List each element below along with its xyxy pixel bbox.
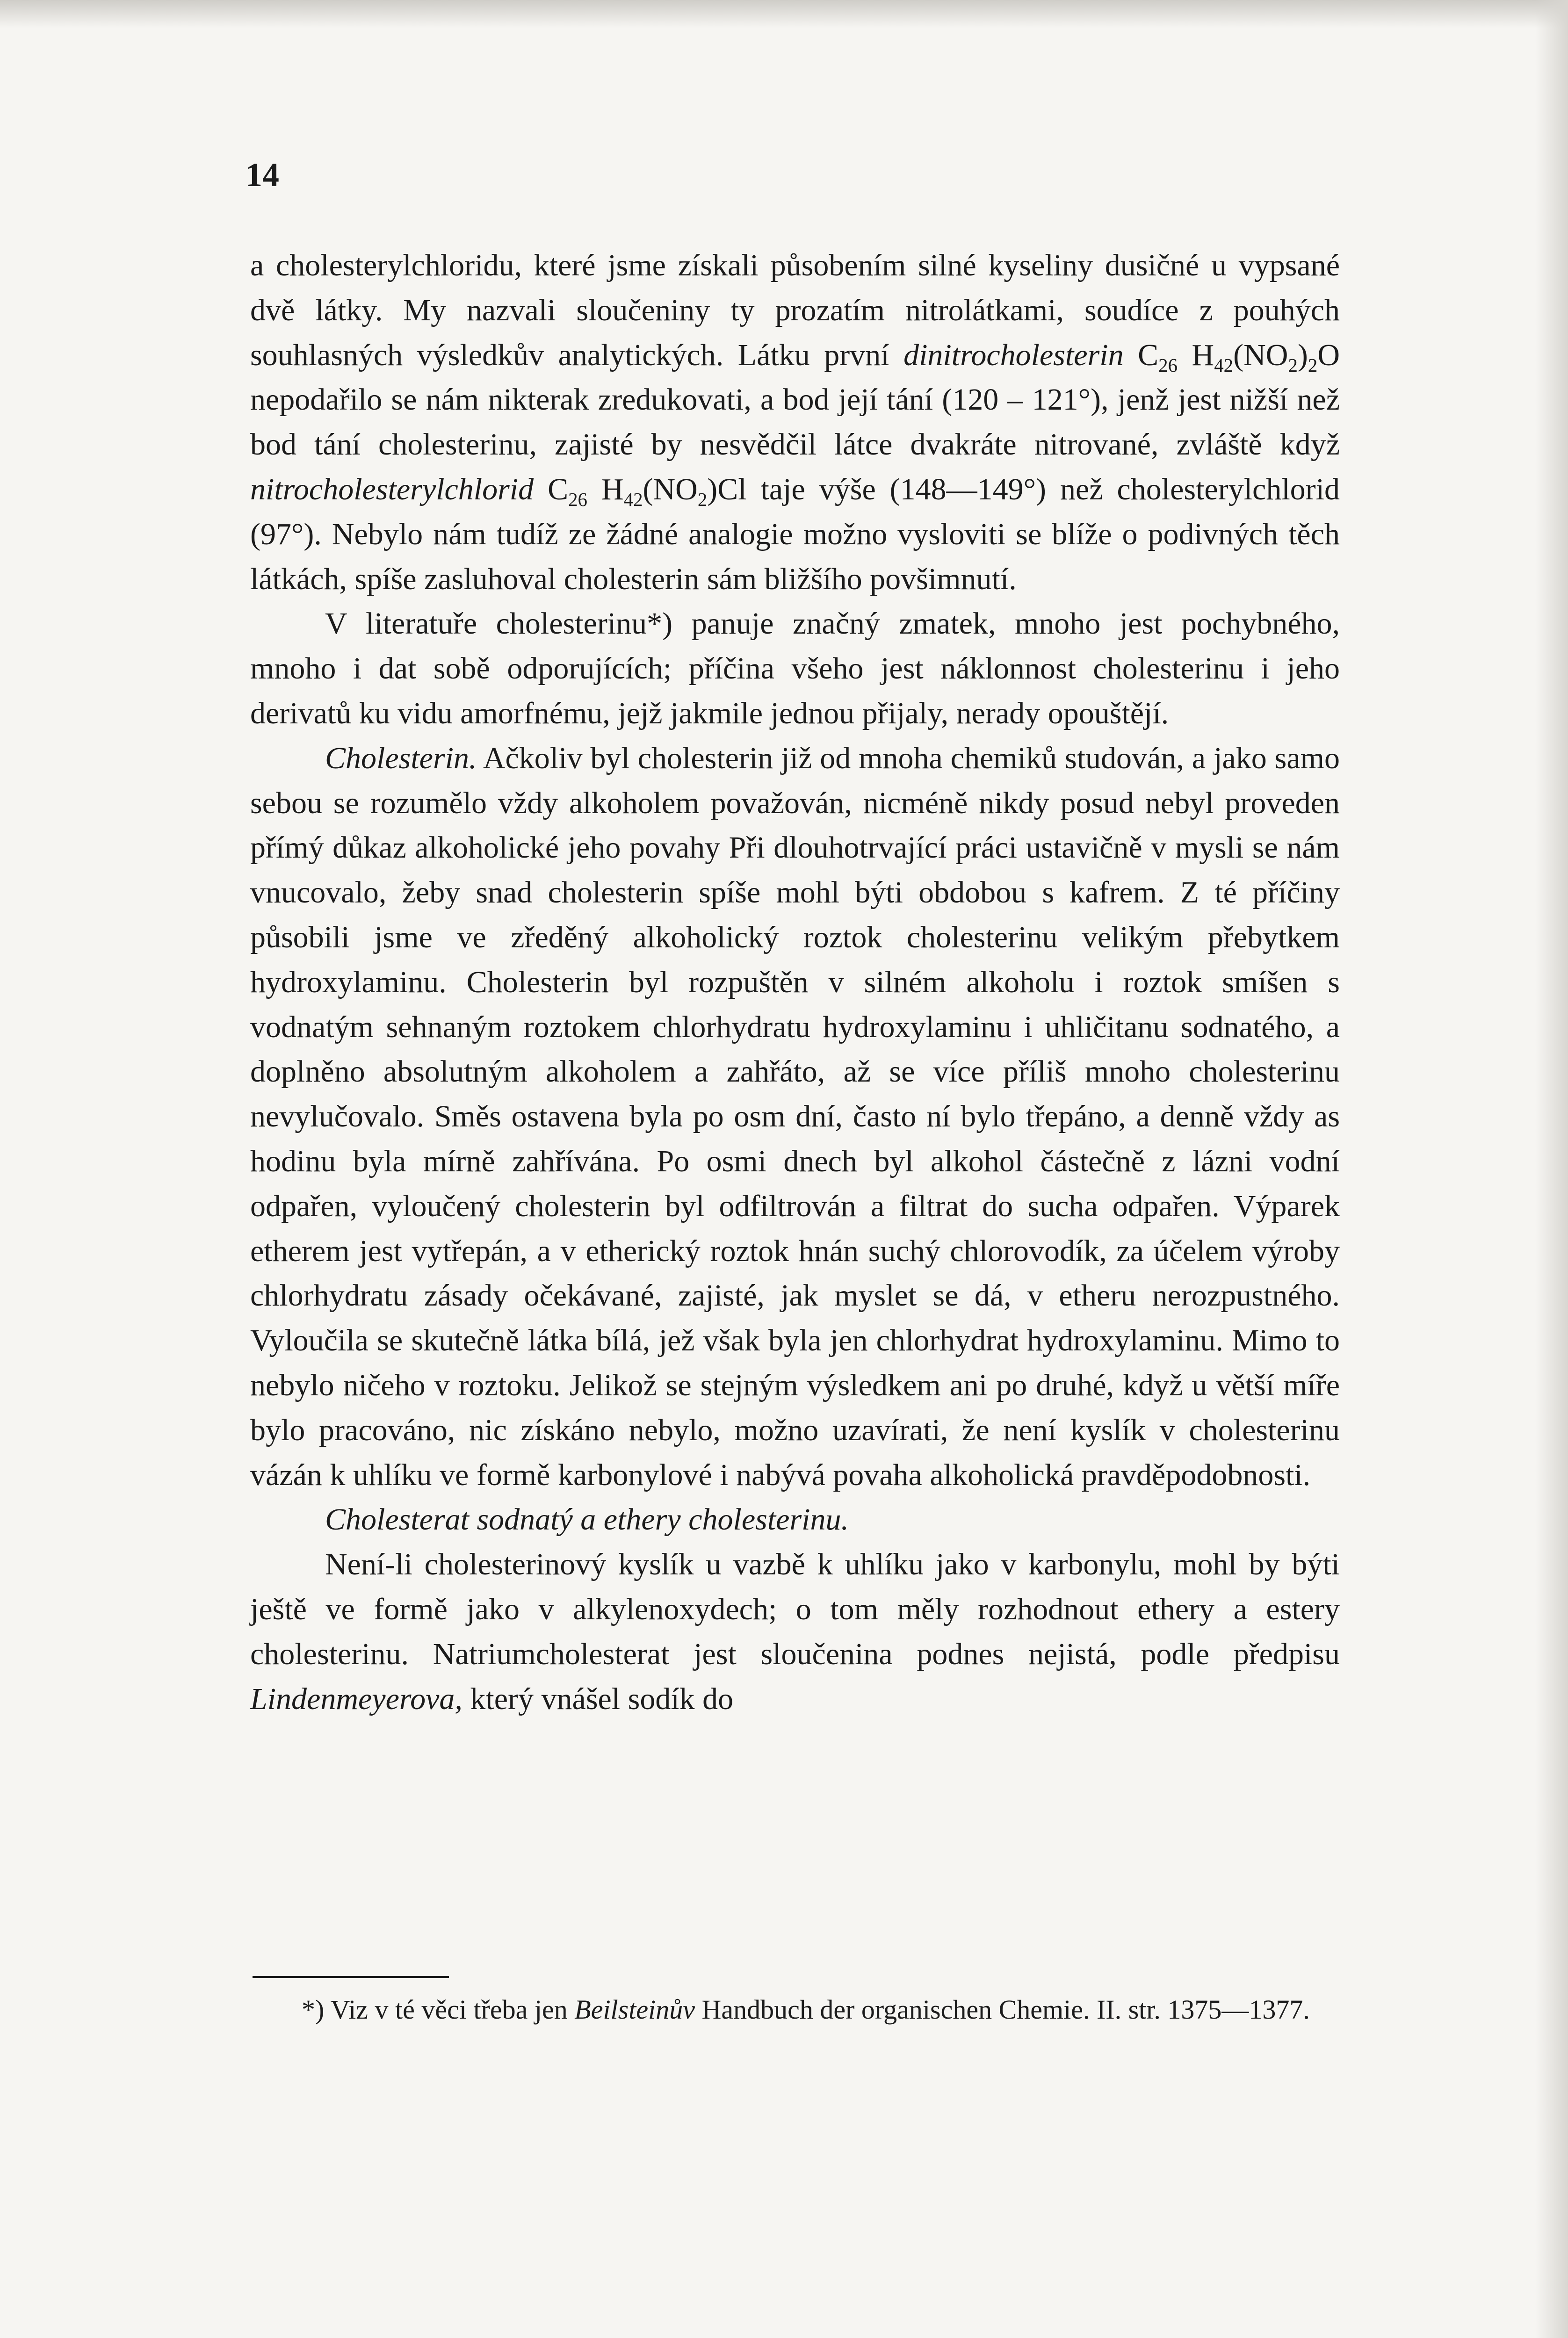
author-lindenmeyer: Lindenmeyerova,: [250, 1681, 462, 1716]
footnote-text-a: *) Viz v té věci třeba jen: [302, 1994, 575, 2025]
page-number: 14: [246, 156, 279, 194]
paragraph-2: V literatuře cholesterinu*) panuje značný zmatek, mnoho jest pochybného, mnoho i dat sobě odporujících; příčina všeho jest náklonnost cholesterinu i jeho derivatů ku vidu amorfnému, jejž jakmile jednou přijaly, nerady opouštějí.: [250, 606, 1340, 730]
body-text: [250, 243, 1340, 1721]
paragraph-5-text-a: Není-li cholesterinový kyslík u vazbě k uhlíku jako v karbonylu, mohl by býti ještě ve formě jako v alkylenoxydech; o tom měly rozhodnout ethery a estery cholesterinu. Natriumcholesterat jest sloučenina podnes nejistá, podle předpisu: [250, 1547, 1340, 1671]
formula-1-part-a: C: [1123, 338, 1159, 372]
formula-2-sub-3: 2: [697, 489, 708, 511]
formula-1-sub-4: 2: [1308, 354, 1318, 376]
term-dinitrocholesterin: dinitrocholesterin: [903, 338, 1124, 372]
paragraph-3: [250, 736, 1340, 1498]
paragraph-4: [250, 1497, 1340, 1542]
formula-2-part-a: C: [534, 472, 569, 506]
section-heading-cholesterat: Cholesterat sodnatý a ethery cholesterinu.: [325, 1502, 849, 1537]
formula-2-sub-1: 26: [568, 489, 587, 511]
footnote-text-b: Handbuch der organischen Chemie. II. str. 1375—1377.: [694, 1994, 1310, 2025]
footnote-author: Beilsteinův: [574, 1994, 695, 2025]
paragraph-5-text-b: který vnášel sodík do: [462, 1681, 734, 1716]
paragraph-3-text: Ačkoliv byl cholesterin již od mnoha chemiků studován, a jako samo sebou se rozumělo vždy alkoholem považován, nicméně nikdy posud nebyl proveden přímý důkaz alkoholické jeho povahy Při dlouhotrvající práci ustavičně v mysli se nám vnucovalo, žeby snad cholesterin spíše mohl býti obdobou s kafrem. Z té příčiny působili jsme ve zředěný alkoholický roztok cholesterinu velikým přebytkem hydroxylaminu. Cholesterin byl rozpuštěn v silném alkoholu i roztok smíšen s vodnatým sehnaným roztokem chlorhydratu hydroxylaminu i uhličitanu sodnatého, a doplněno absolutným alkoholem a zahřáto, až se více příliš mnoho cholesterinu nevylučovalo. Směs ostavena byla po osm dní, často ní bylo třepáno, a denně vždy as hodinu byla mírně zahřívána. Po osmi dnech byl alkohol částečně z lázni vodní odpařen, vyloučený cholesterin byl odfiltrován a filtrat do sucha odpařen. Výparek etherem jest vytřepán, a v etherický roztok hnán suchý chlorovodík, za účelem výroby chlorhydratu zásady očekávané, zajisté, jak myslet se dá, v etheru nerozpustného. Vyloučila se skutečně látka bílá, jež však byla jen chlorhydrat hydroxylaminu. Mimo to nebylo ničeho v roztoku. Jelikož se stejným výsledkem ani po druhé, když u větší míře bylo pracováno, nic získáno nebylo, možno uzavírati, že není kyslík v cholesterinu vázán k uhlíku ve formě karbonylové i nabývá povaha alkoholická pravděpodobnosti.: [250, 741, 1340, 1492]
paragraph-1-text-c: )Cl taje výše (148—149°) než cholesterylchlorid (97°). Nebylo nám tudíž ze žádné analogie možno vysloviti se blíže o podivných těch látkách, spíše zasluhoval cholesterin sám bližšího povšimnutí.: [250, 472, 1340, 596]
section-heading-cholesterin: Cholesterin.: [325, 741, 477, 775]
paragraph-1-text-b: O nepodařilo se nám nikterak zredukovati, a bod její tání (120 – 121°), jenž jest nižší než bod tání cholesterinu, zajisté by nesvědčil látce dvakráte nitrované, zvláště když: [250, 338, 1340, 462]
footnote: [250, 1990, 1340, 2030]
term-nitrocholesterylchlorid: nitrocholesterylchlorid: [250, 472, 534, 506]
footnote-divider: [253, 1976, 449, 1978]
paragraph-1: [250, 243, 1340, 601]
formula-1-part-b: H: [1178, 338, 1214, 372]
formula-1-part-d: ): [1297, 338, 1308, 372]
formula-1-sub-3: 2: [1288, 354, 1298, 376]
formula-1-part-c: (NO: [1233, 338, 1288, 372]
formula-1-sub-1: 26: [1158, 354, 1178, 376]
formula-2-sub-2: 42: [623, 489, 643, 511]
formula-1-sub-2: 42: [1214, 354, 1234, 376]
paragraph-5: [250, 1542, 1340, 1721]
formula-2-part-c: (NO: [643, 472, 698, 506]
footnote-text: [250, 1990, 1340, 2030]
paragraph-1-text-a: a cholesterylchloridu, které jsme získali působením silné kyseliny dusičné u vypsané dvě látky. My nazvali sloučeniny ty prozatím nitrolátkami, soudíce z pouhých souhlasných výsledkův analytických. Látku první: [250, 248, 1340, 372]
formula-2-part-b: H: [587, 472, 624, 506]
